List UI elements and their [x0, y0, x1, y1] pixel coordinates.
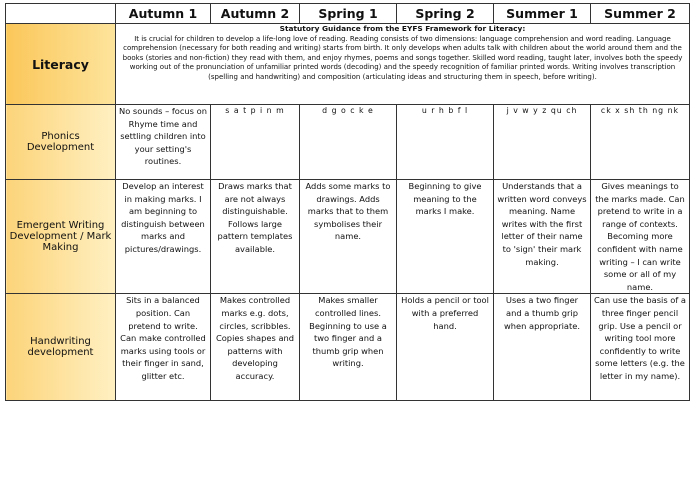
- term-spring-1: Spring 1: [300, 4, 397, 24]
- emergent-writing-label: Emergent Writing Development / Mark Making: [6, 180, 116, 294]
- emergent-writing-row: [6, 180, 690, 294]
- handwriting-autumn-2: Makes controlled marks e.g. dots, circles, scribbles. Copies shapes and patterns with developing accuracy.: [211, 294, 300, 401]
- term-spring-2: Spring 2: [397, 4, 494, 24]
- phonics-spring-2: u r h b f l: [397, 105, 494, 180]
- literacy-curriculum-table: [5, 3, 690, 401]
- phonics-autumn-1: No sounds – focus on Rhyme time and settling children into your setting's routines.: [116, 105, 211, 180]
- handwriting-spring-2: Holds a pencil or tool with a preferred hand.: [397, 294, 494, 401]
- guidance-title: Statutory Guidance from the EYFS Framework for Literacy:: [279, 24, 526, 33]
- literacy-row: [6, 24, 690, 105]
- phonics-summer-2: ck x sh th ng nk: [591, 105, 690, 180]
- phonics-spring-1: d g o c k e: [300, 105, 397, 180]
- term-header-row: [6, 4, 690, 24]
- phonics-label: Phonics Development: [6, 105, 116, 180]
- eyfs-guidance-cell: [116, 24, 690, 105]
- emergent-writing-summer-1: Understands that a written word conveys meaning. Name writes with the first letter of their name to 'sign' their mark making.: [494, 180, 591, 294]
- handwriting-label: Handwriting development: [6, 294, 116, 401]
- emergent-writing-autumn-1: Develop an interest in making marks. I am beginning to distinguish between marks and pictures/drawings.: [116, 180, 211, 294]
- term-summer-2: Summer 2: [591, 4, 690, 24]
- corner-cell: [6, 4, 116, 24]
- handwriting-summer-2: Can use the basis of a three finger pencil grip. Use a pencil or writing tool more confidently to write some letters (e.g. the letter in my name).: [591, 294, 690, 401]
- handwriting-summer-1: Uses a two finger and a thumb grip when appropriate.: [494, 294, 591, 401]
- emergent-writing-spring-1: Adds some marks to drawings. Adds marks that to them symbolises their name.: [300, 180, 397, 294]
- phonics-summer-1: j v w y z qu ch: [494, 105, 591, 180]
- handwriting-row: [6, 294, 690, 401]
- handwriting-autumn-1: Sits in a balanced position. Can pretend to write. Can make controlled marks using tools or their finger in sand, glitter etc.: [116, 294, 211, 401]
- emergent-writing-autumn-2: Draws marks that are not always distinguishable. Follows large pattern templates available.: [211, 180, 300, 294]
- phonics-row: [6, 105, 690, 180]
- emergent-writing-spring-2: Beginning to give meaning to the marks I make.: [397, 180, 494, 294]
- emergent-writing-summer-2: Gives meanings to the marks made. Can pretend to write in a range of contexts. Becoming more confident with name writing – I can write some or all of my name.: [591, 180, 690, 294]
- term-summer-1: Summer 1: [494, 4, 591, 24]
- term-autumn-2: Autumn 2: [211, 4, 300, 24]
- literacy-label: Literacy: [6, 24, 116, 105]
- guidance-text: It is crucial for children to develop a life-long love of reading. Reading consists of two dimensions: language comprehension and word reading. Language comprehension (necessary for both reading and writing) starts from birth. It only develops when adults talk with children about the world around them and the books (stories and non-fiction) they read with them, and enjoy rhymes, poems and songs together. Skilled word reading, taught later, involves both the speedy working out of the pronunciation of unfamiliar printed words (decoding) and the speedy recognition of familiar printed words. Writing involves transcription (spelling and handwriting) and composition (articulating ideas and structuring them in speech, before writing).: [122, 34, 683, 81]
- phonics-autumn-2: s a t p i n m: [211, 105, 300, 180]
- handwriting-spring-1: Makes smaller controlled lines. Beginning to use a two finger and a thumb grip when writing.: [300, 294, 397, 401]
- term-autumn-1: Autumn 1: [116, 4, 211, 24]
